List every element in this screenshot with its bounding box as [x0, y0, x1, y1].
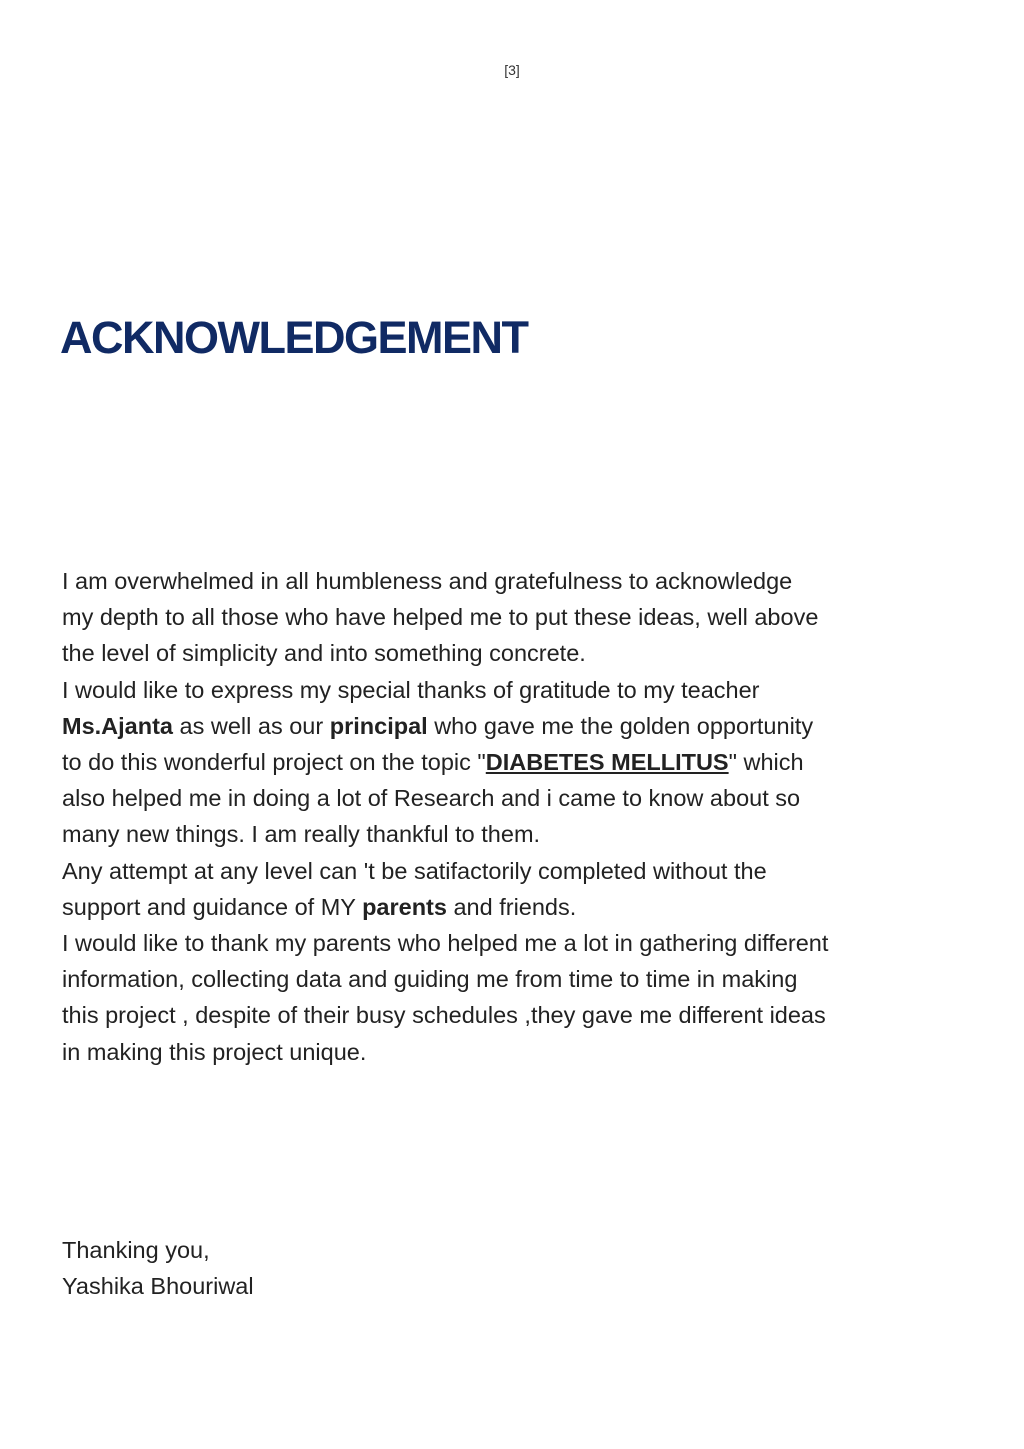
body-text-fragment: " which — [728, 749, 804, 776]
parents-word: parents — [362, 893, 447, 920]
body-line: this project , despite of their busy schedules ,they gave me different ideas — [62, 1002, 826, 1029]
page-title: ACKNOWLEDGEMENT — [60, 312, 528, 363]
body-line: my depth to all those who have helped me to put these ideas, well above — [62, 604, 819, 631]
author-name: Yashika Bhouriwal — [62, 1273, 254, 1300]
body-line: Any attempt at any level can 't be satifactorily completed without the — [62, 857, 767, 884]
page-number: [3] — [504, 62, 520, 78]
body-text-fragment: to do this wonderful project on the topic " — [62, 749, 486, 776]
body-line: information, collecting data and guiding me from time to time in making — [62, 966, 798, 993]
body-text-fragment: and friends. — [446, 893, 577, 920]
body-line: also helped me in doing a lot of Research and i came to know about so — [62, 785, 801, 812]
project-topic: DIABETES MELLITUS — [485, 749, 729, 776]
body-line: I would like to express my special thanks of gratitude to my teacher — [62, 676, 760, 703]
teacher-name: Ms.Ajanta — [62, 712, 173, 739]
body-line: I would like to thank my parents who helped me a lot in gathering different — [62, 930, 829, 957]
body-text-fragment: support and guidance of MY — [62, 893, 363, 920]
body-text-fragment: who gave me the golden opportunity — [427, 712, 814, 739]
body-line: I am overwhelmed in all humbleness and gratefulness to acknowledge — [62, 568, 793, 594]
closing-block — [62, 1232, 254, 1304]
body-line — [62, 744, 972, 780]
body-line — [62, 889, 972, 925]
principal-word: principal — [329, 712, 428, 739]
body-line: many new things. I am really thankful to them. — [62, 821, 541, 848]
body-line: the level of simplicity and into something concrete. — [62, 640, 586, 667]
body-text-fragment: as well as our — [173, 712, 330, 739]
acknowledgement-body — [62, 563, 972, 1070]
salutation: Thanking you, — [62, 1237, 210, 1263]
body-line — [62, 708, 972, 744]
body-line: in making this project unique. — [62, 1038, 367, 1065]
